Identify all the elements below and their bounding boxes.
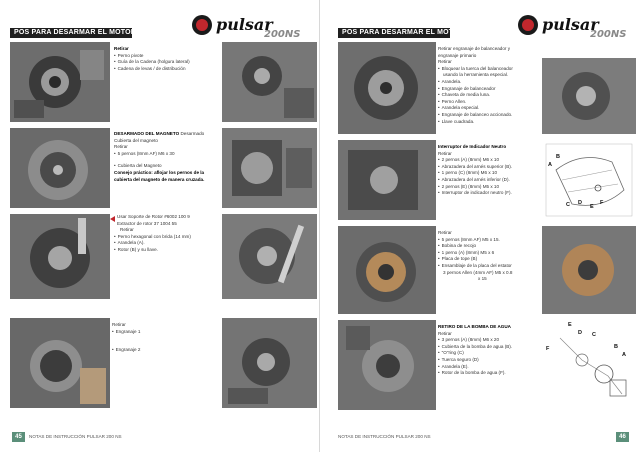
step3-tail2: x 15 — [478, 276, 487, 282]
diagram-label: D — [578, 200, 582, 206]
step3-heading: Retirar — [438, 230, 452, 235]
step3-line1: Usar Soporte de Rotor #6002 100 9 — [117, 214, 190, 219]
svg-text:pulsar: pulsar — [542, 15, 599, 34]
diagram-label: C — [566, 202, 570, 208]
right-page — [319, 0, 638, 452]
diagram-label: F — [600, 200, 604, 206]
step1-heading: Retirar — [114, 46, 129, 51]
step2-text — [114, 131, 204, 183]
diagram-label: C — [592, 332, 596, 338]
section-header-bar — [338, 28, 465, 38]
step4-heading: RETIRO DE LA BOMBA DE AGUA — [438, 324, 511, 329]
svg-text:200NS: 200NS — [590, 29, 627, 40]
step4-heading: Retirar — [112, 322, 126, 327]
step2-retirar: Retirar — [114, 144, 128, 150]
water-pump-photo — [338, 320, 436, 410]
list-item: • 1 perno (A) (8mm) M5 x 6 — [438, 250, 512, 257]
list-item: • Interruptor de indicador neutro (F). — [438, 190, 512, 197]
step2-retirar: Retirar — [438, 150, 452, 156]
svg-text:200NS: 200NS — [264, 29, 301, 40]
list-item: • Engranaje 1 — [112, 329, 140, 336]
list-item: • Chaveta de media luna. — [438, 92, 513, 99]
stator-photo — [338, 226, 436, 314]
step2-heading: Interruptor de Indicador Neutro — [438, 144, 507, 149]
list-item: • Cubierta del Magneto — [114, 163, 204, 170]
list-item: • Arandela especial. — [438, 105, 513, 112]
list-item: • Arandela. — [438, 79, 513, 86]
balancer-photo — [338, 42, 436, 134]
list-item: • Perno Allen. — [438, 99, 513, 106]
diagram-label: F — [546, 346, 550, 352]
page-footer: NOTAS DE INSTRUCCIÓN PULSAR 200 NS — [338, 434, 431, 439]
list-item: • Engranaje de balanceo accionado. — [438, 112, 513, 119]
list-item: • Arandela (E). — [438, 364, 512, 371]
rotor-photo-left — [10, 214, 110, 299]
engine-photo-step1b — [222, 42, 317, 122]
step4-retirar: Retirar — [438, 330, 452, 336]
step3-line3: Retirar — [120, 227, 134, 233]
tip-line-2: cubierta del magneto de manera cruzada. — [114, 176, 205, 182]
rotor-photo-right — [222, 214, 317, 299]
engine-photo-step1 — [10, 42, 110, 122]
step3-text — [114, 214, 191, 254]
section-header-bar — [10, 28, 137, 38]
list-item: • Perno pivote — [114, 53, 190, 60]
step3-line2: Extractor de rotor 37 1004 55 — [117, 220, 177, 226]
magneto-photo-right — [222, 128, 317, 208]
list-item: • Engranaje 2 — [112, 347, 140, 354]
list-item: • 5 pernos (8mm AF) M5 x 15. — [438, 237, 512, 244]
stator-photo-right — [542, 226, 636, 314]
section-header: POS PARA DESARMAR EL MOTOR — [342, 29, 465, 36]
list-item: • Bobina de recojo — [438, 243, 512, 250]
list-item: • Engranaje de balanceador — [438, 86, 513, 93]
list-item: • Ensamblaje de la placa del estator — [438, 263, 512, 270]
tip-line-1: Consejo práctico: aflojar los pernos de la — [114, 169, 205, 175]
list-item: • Abrazadera del arnés superior (B). — [438, 164, 512, 171]
step3-text — [438, 230, 512, 283]
list-item: • 1 perno (C) (8mm) M6 x 10 — [438, 170, 512, 177]
brand-logo — [190, 10, 308, 40]
list-item: • Bloquear la tuerca del balanceador — [438, 66, 513, 73]
diagram-label: E — [568, 322, 572, 328]
list-item: • 3 pernos (A) (8mm) M6 x 20 — [438, 337, 512, 344]
section-header: POS PARA DESARMAR EL MOTOR — [14, 29, 137, 36]
step1-line2: engranaje primario — [438, 52, 477, 58]
step1-line3: Retirar — [438, 59, 452, 65]
step1-text — [438, 46, 513, 125]
step2-text — [438, 144, 512, 197]
list-item: • 2 pernos (E) (8mm) M5 x 10 — [438, 184, 512, 191]
list-item-cont: usando la herramienta especial. — [443, 72, 509, 78]
list-item: • Arandela (A). — [114, 240, 191, 247]
balancer-photo-right — [542, 58, 636, 134]
magneto-photo-left — [10, 128, 110, 208]
svg-text:pulsar: pulsar — [216, 15, 273, 34]
diagram-label: B — [556, 154, 560, 160]
list-item: • Cubierta de la bomba de agua (B). — [438, 344, 512, 351]
step1-line1: Retirar engranaje de balanceador y — [438, 46, 511, 51]
list-item: • 2 pernos (A) (8mm) M6 x 10 — [438, 157, 512, 164]
step1-text — [114, 46, 190, 72]
step3-tail1: 3 pernos Allen (4mm AF) M5 x 0.8 — [443, 269, 513, 275]
list-item: • Perno hexagonal con brida (14 mm) — [114, 234, 191, 241]
gear-photo-left — [10, 318, 110, 408]
step2-heading-tail: Desarmado — [180, 131, 205, 136]
neutral-switch-photo — [338, 140, 436, 220]
gear-photo-right — [222, 318, 317, 408]
list-item: • Placa de tope (B) — [438, 256, 512, 263]
page-footer: NOTAS DE INSTRUCCIÓN PULSAR 200 NS — [29, 434, 122, 439]
list-item: • Cadena de levas / de distribución — [114, 66, 190, 73]
diagram-label: B — [614, 344, 618, 350]
step2-line: Cubierta del magneto — [114, 137, 158, 143]
list-item: • Rotor de la bomba de agua (F). — [438, 370, 512, 377]
list-item: • Tuerca seguro (D) — [438, 357, 512, 364]
water-pump-diagram — [542, 320, 636, 410]
list-item: • Abrazadera del arnés inferior (D). — [438, 177, 512, 184]
list-item: • "O"ring (C) — [438, 350, 512, 357]
list-item: • Guía de la Cadena (holgura lateral) — [114, 59, 190, 66]
diagram-label: E — [590, 204, 594, 210]
list-item: • Rotor (B) y su llave. — [114, 247, 191, 254]
brand-logo — [516, 10, 634, 40]
step2-heading: DESARMADO DEL MAGNETO — [114, 131, 180, 136]
diagram-label: D — [578, 330, 582, 336]
diagram-label: A — [622, 352, 626, 358]
page-number: 46 — [616, 432, 629, 442]
step4-text — [438, 324, 512, 377]
diagram-label: A — [548, 162, 552, 168]
neutral-switch-diagram — [542, 140, 636, 220]
list-item: • Llave cuadrada. — [438, 119, 513, 126]
step4-text — [112, 322, 140, 354]
list-item: • 5 pernos (8mm AF) M6 x 30 — [114, 151, 204, 158]
page-number: 45 — [12, 432, 25, 442]
